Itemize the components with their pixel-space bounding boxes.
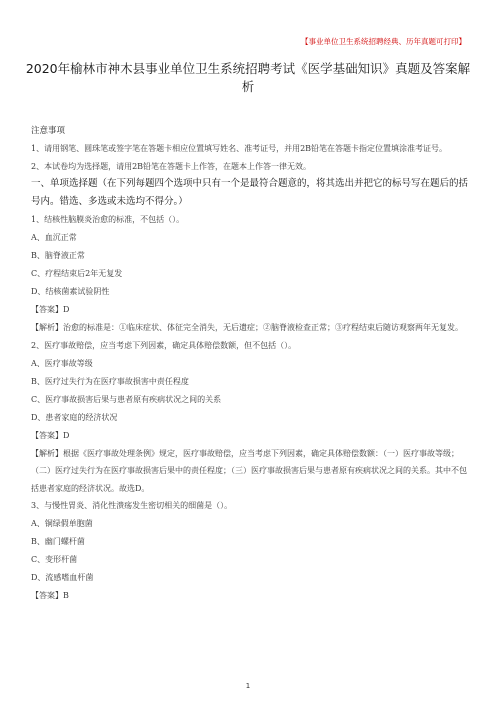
notes-heading: 注意事项 bbox=[31, 126, 66, 136]
note-item: 2、本试卷均为选择题，请用2B铅笔在答题卡上作答，在题本上作答一律无效。 bbox=[31, 161, 312, 171]
page-number: 1 bbox=[245, 682, 251, 690]
question-option: D、流感嗜血杆菌 bbox=[31, 573, 94, 582]
question-option: C、疗程结束后2年无复发 bbox=[31, 269, 123, 278]
section-heading: 一、单项选择题（在下列每题四个选项中只有一个是最符合题意的，将其选出并把它的标号写在题后的括号内。错选、多选或未选均不得分。） bbox=[31, 178, 469, 207]
question-option: A、铜绿假单胞菌 bbox=[31, 519, 93, 528]
question-block bbox=[31, 211, 468, 337]
question-stem: 1、结核性脑膜炎治愈的标准，不包括（）。 bbox=[31, 215, 185, 224]
question-option: A、血沉正常 bbox=[31, 233, 77, 242]
question-stem: 3、与慢性胃炎、消化性溃疡发生密切相关的细菌是（）。 bbox=[31, 501, 233, 510]
question-option: D、患者家庭的经济状况 bbox=[31, 412, 118, 422]
question-option: A、医疗事故等级 bbox=[31, 358, 93, 368]
question-option: D、结核菌素试验阴性 bbox=[31, 287, 110, 296]
question-answer: 【答案】D bbox=[31, 305, 70, 314]
question-block bbox=[31, 497, 468, 605]
question-option: B、医疗过失行为在医疗事故损害中责任程度 bbox=[31, 376, 189, 386]
top-banner: 【事业单位卫生系统招聘经典、历年真题可打印】 bbox=[301, 37, 466, 46]
question-option: C、变形杆菌 bbox=[31, 555, 78, 564]
question-option: C、医疗事故损害后果与患者原有疾病状况之间的关系 bbox=[31, 394, 222, 404]
question-stem: 2、医疗事故赔偿，应当考虑下列因素，确定具体赔偿数额，但不包括（）。 bbox=[31, 340, 297, 350]
document-title: 2020年榆林市神木县事业单位卫生系统招聘考试《医学基础知识》真题及答案解析 bbox=[25, 61, 471, 94]
question-block bbox=[31, 337, 468, 498]
question-explanation: 【解析】治愈的标准是：①临床症状、体征完全消失，无后遗症；②脑脊液检查正常；③疗程结束后随访观察两年无复发。 bbox=[31, 323, 463, 332]
question-option: B、幽门螺杆菌 bbox=[31, 537, 85, 546]
question-answer: 【答案】D bbox=[31, 430, 70, 440]
document-body bbox=[31, 122, 468, 605]
note-item: 1、请用钢笔、圆珠笔或签字笔在答题卡相应位置填写姓名、准考证号，并用2B铅笔在答题卡指定位置填涂准考证号。 bbox=[31, 144, 448, 153]
question-option: B、脑脊液正常 bbox=[31, 251, 85, 260]
question-explanation: 【解析】根据《医疗事故处理条例》规定，医疗事故赔偿，应当考虑下列因素，确定具体赔偿数额：（一）医疗事故等级；（二）医疗过失行为在医疗事故损害后果中的责任程度；（三）医疗事故损害后果与患者原有疾病状况之间的关系。其中不包括患者家庭的经济状况。故选D。 bbox=[31, 448, 467, 493]
question-answer: 【答案】B bbox=[31, 591, 69, 600]
